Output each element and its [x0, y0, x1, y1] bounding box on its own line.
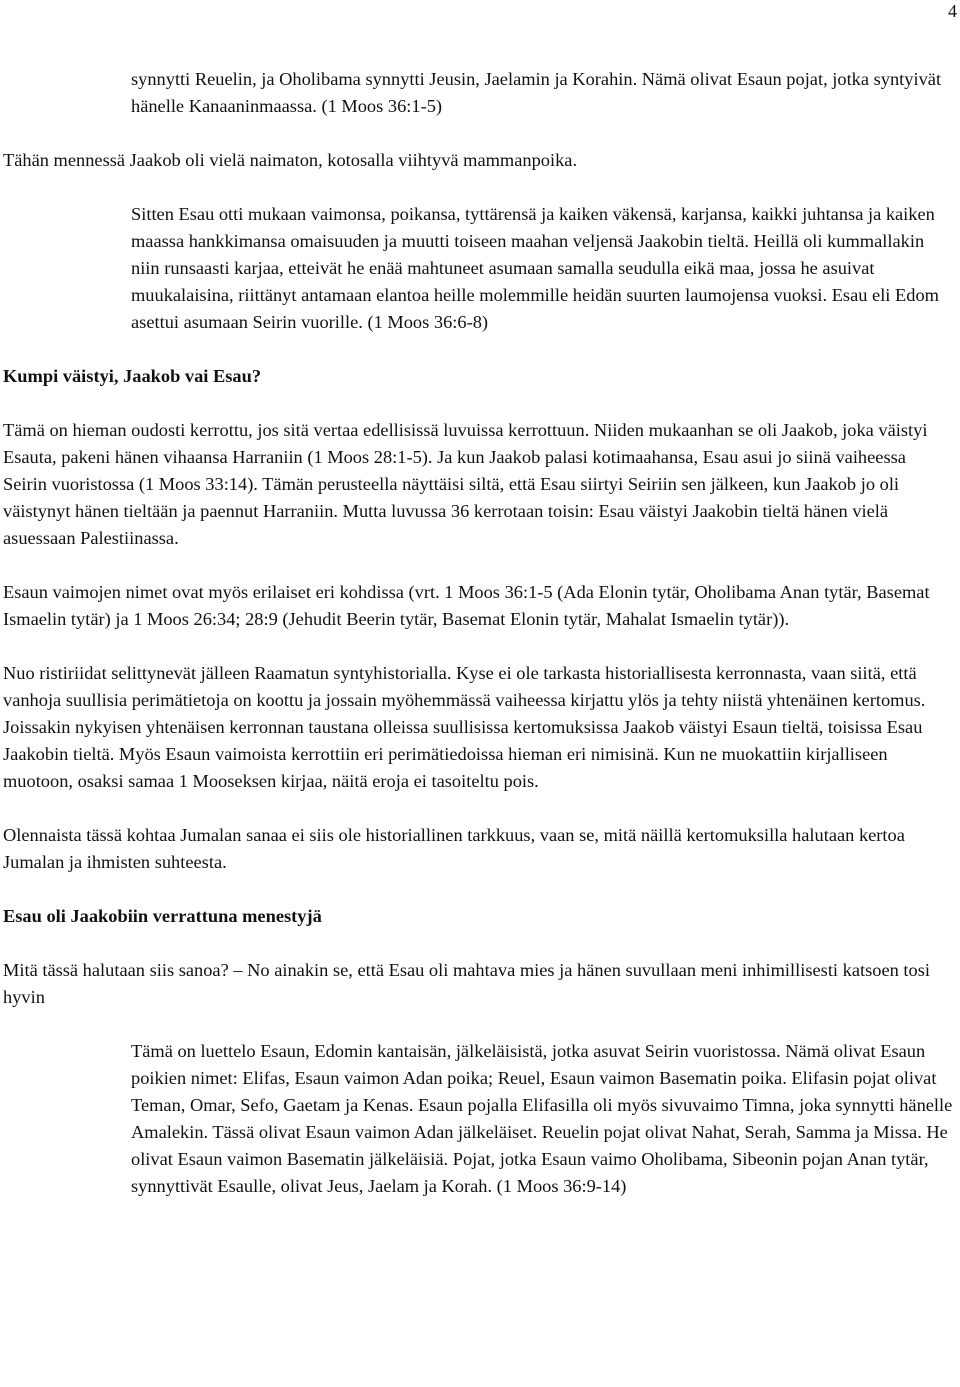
body-paragraph: Mitä tässä halutaan siis sanoa? – No ainakin se, että Esau oli mahtava mies ja hänen suvullaan meni inhimillisesti katsoen tosi hyvin — [3, 960, 930, 1007]
bible-quote-paragraph: Sitten Esau otti mukaan vaimonsa, poikansa, tyttärensä ja kaiken väkensä, karjansa, kaikki juhtansa ja kaiken maassa hankkimansa omaisuuden ja muutti toiseen maahan veljensä Jaakobin tieltä. Heillä oli kummallakin niin runsaasti karjaa, etteivät he enää mahtuneet asumaan samalla seudulla eikä maa, jossa he asuivat muukalaisina, riittänyt antamaan elantoa heille molemmille heidän suurten laumojensa vuoksi. Esau eli Edom asettui asumaan Seirin vuorille. (1 Moos 36:6-8) — [131, 204, 939, 332]
body-paragraph: Nuo ristiriidat selittynevät jälleen Raamatun syntyhistorialla. Kyse ei ole tarkasta historiallisesta kerronnasta, vaan siitä, että vanhoja suullisia perimätietoja on koottu ja jossain myöhemmässä vaiheessa kirjattu ylös ja tehty niistä yhtenäinen kertomus. Joissakin nykyisen yhtenäisen kerronnan taustana olleissa suullisissa kertomuksissa Jaakob väistyi Esaun tieltä, toisissa Esau Jaakobin tieltä. Myös Esaun vaimoista kerrottiin eri perimätiedoissa hieman eri nimisinä. Kun ne muokattiin kirjalliseen muotoon, osaksi samaa 1 Mooseksen kirjaa, näitä eroja ei tasoiteltu pois. — [3, 663, 926, 791]
section-heading: Kumpi väistyi, Jaakob vai Esau? — [3, 366, 262, 386]
page-content — [3, 66, 954, 1200]
body-paragraph: Esaun vaimojen nimet ovat myös erilaiset eri kohdissa (vrt. 1 Moos 36:1-5 (Ada Elonin tytär, Oholibama Anan tytär, Basemat Ismaelin tytär) ja 1 Moos 26:34; 28:9 (Jehudit Beerin tytär, Basemat Elonin tytär, Mahalat Ismaelin tytär)). — [3, 582, 930, 629]
page-number: 4 — [948, 1, 957, 21]
section-heading: Esau oli Jaakobiin verrattuna menestyjä — [3, 906, 322, 926]
body-paragraph: Tähän mennessä Jaakob oli vielä naimaton, kotosalla viihtyvä mammanpoika. — [3, 150, 578, 170]
bible-quote-paragraph: Tämä on luettelo Esaun, Edomin kantaisän, jälkeläisistä, jotka asuvat Seirin vuoristossa. Nämä olivat Esaun poikien nimet: Elifas, Esaun vaimon Adan poika; Reuel, Esaun vaimon Basematin poika. Elifasin pojat olivat Teman, Omar, Sefo, Gaetam ja Kenas. Esaun pojalla Elifasilla oli myös sivuvaimo Timna, joka synnytti hänelle Amalekin. Tässä olivat Esaun vaimon Adan jälkeläiset. Reuelin pojat olivat Nahat, Serah, Samma ja Missa. He olivat Esaun vaimon Basematin jälkeläisiä. Pojat, jotka Esaun vaimo Oholibama, Sibeonin pojan Anan tytär, synnyttivät Esaulle, olivat Jeus, Jaelam ja Korah. (1 Moos 36:9-14) — [131, 1041, 953, 1196]
bible-quote-paragraph: synnytti Reuelin, ja Oholibama synnytti Jeusin, Jaelamin ja Korahin. Nämä olivat Esaun pojat, jotka syntyivät hänelle Kanaaninmaassa. (1 Moos 36:1-5) — [131, 69, 942, 116]
body-paragraph: Tämä on hieman oudosti kerrottu, jos sitä vertaa edellisissä luvuissa kerrottuun. Niiden mukaanhan se oli Jaakob, joka väistyi Esauta, pakeni hänen vihaansa Harraniin (1 Moos 28:1-5). Ja kun Jaakob palasi kotimaahansa, Esau asui jo siinä vaiheessa Seirin vuoristossa (1 Moos 33:14). Tämän perusteella näyttäisi siltä, että Esau siirtyi Seiriin sen jälkeen, kun Jaakob jo oli väistynyt hänen tieltään ja paennut Harraniin. Mutta luvussa 36 kerrotaan toisin: Esau väistyi Jaakobin tieltä hänen vielä asuessaan Palestiinassa. — [3, 420, 928, 548]
body-paragraph: Olennaista tässä kohtaa Jumalan sanaa ei siis ole historiallinen tarkkuus, vaan se, mitä näillä kertomuksilla halutaan kertoa Jumalan ja ihmisten suhteesta. — [3, 825, 905, 872]
